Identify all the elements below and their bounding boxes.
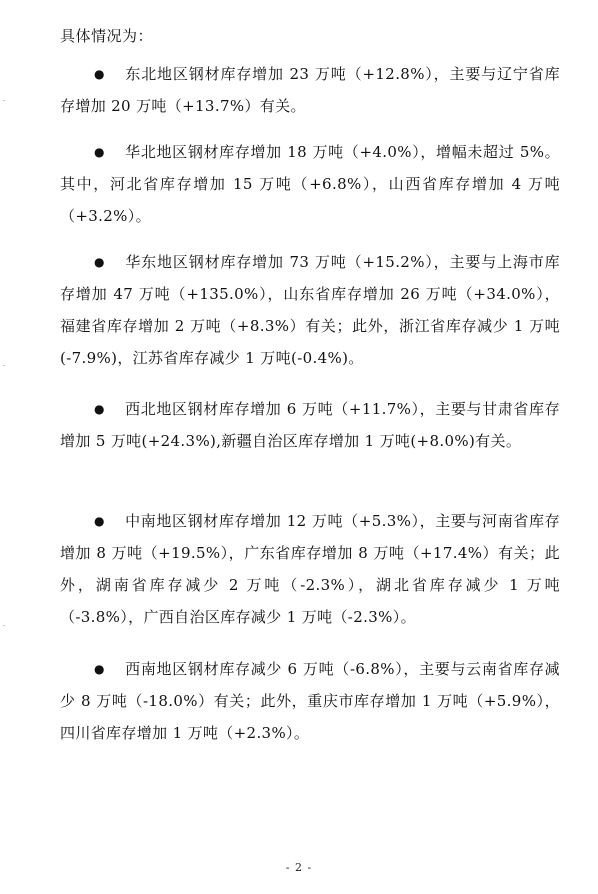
bullet-icon: ●: [94, 255, 105, 269]
paragraph-southwest: [60, 653, 560, 749]
paragraph-text: 西南地区钢材库存减少 6 万吨（-6.8%），主要与云南省库存减少 8 万吨（-18.0%）有关；此外，重庆市库存增加 1 万吨（+5.9%），四川省库存增加 1 万吨（+2.3%）。: [60, 660, 560, 742]
margin-mark: [3, 365, 5, 366]
bullet-icon: ●: [94, 514, 105, 528]
paragraph-central-south: [60, 505, 560, 633]
bullet-icon: ●: [94, 67, 105, 81]
bullet-icon: ●: [94, 402, 105, 416]
paragraph-text: 华北地区钢材库存增加 18 万吨（+4.0%），增幅未超过 5%。其中，河北省库存增加 15 万吨（+6.8%），山西省库存增加 4 万吨（+3.2%）。: [60, 143, 560, 225]
paragraph-text: 华东地区钢材库存增加 73 万吨（+15.2%），主要与上海市库存增加 47 万吨（+135.0%），山东省库存增加 26 万吨（+34.0%），福建省库存增加 2 万吨（+8.3%）有关；此外，浙江省库存减少 1 万吨(-7.9%)，江苏省库存减少 1 万吨(-0.4%)。: [60, 253, 560, 367]
margin-mark: [3, 625, 5, 626]
paragraph-text: 东北地区钢材库存增加 23 万吨（+12.8%），主要与辽宁省库存增加 20 万吨（+13.7%）有关。: [60, 65, 560, 115]
paragraph-text: 中南地区钢材库存增加 12 万吨（+5.3%），主要与河南省库存增加 8 万吨（+19.5%），广东省库存增加 8 万吨（+17.4%）有关；此外，湖南省库存减少 2 万吨（-2.3%），湖北省库存减少 1 万吨（-3.8%），广西自治区库存减少 1 万吨（-2.3%）。: [60, 512, 560, 626]
bullet-icon: ●: [94, 145, 105, 159]
paragraph-north: [60, 136, 560, 232]
intro-text: 具体情况为：: [60, 27, 154, 45]
paragraph-northwest: [60, 393, 560, 457]
paragraph-east: [60, 246, 560, 374]
paragraph-text: 西北地区钢材库存增加 6 万吨（+11.7%），主要与甘肃省库存增加 5 万吨(+24.3%),新疆自治区库存增加 1 万吨(+8.0%)有关。: [60, 400, 560, 450]
page-number: - 2 -: [285, 861, 313, 874]
margin-mark: [3, 100, 5, 101]
bullet-icon: ●: [94, 662, 105, 676]
paragraph-northeast: [60, 58, 560, 122]
